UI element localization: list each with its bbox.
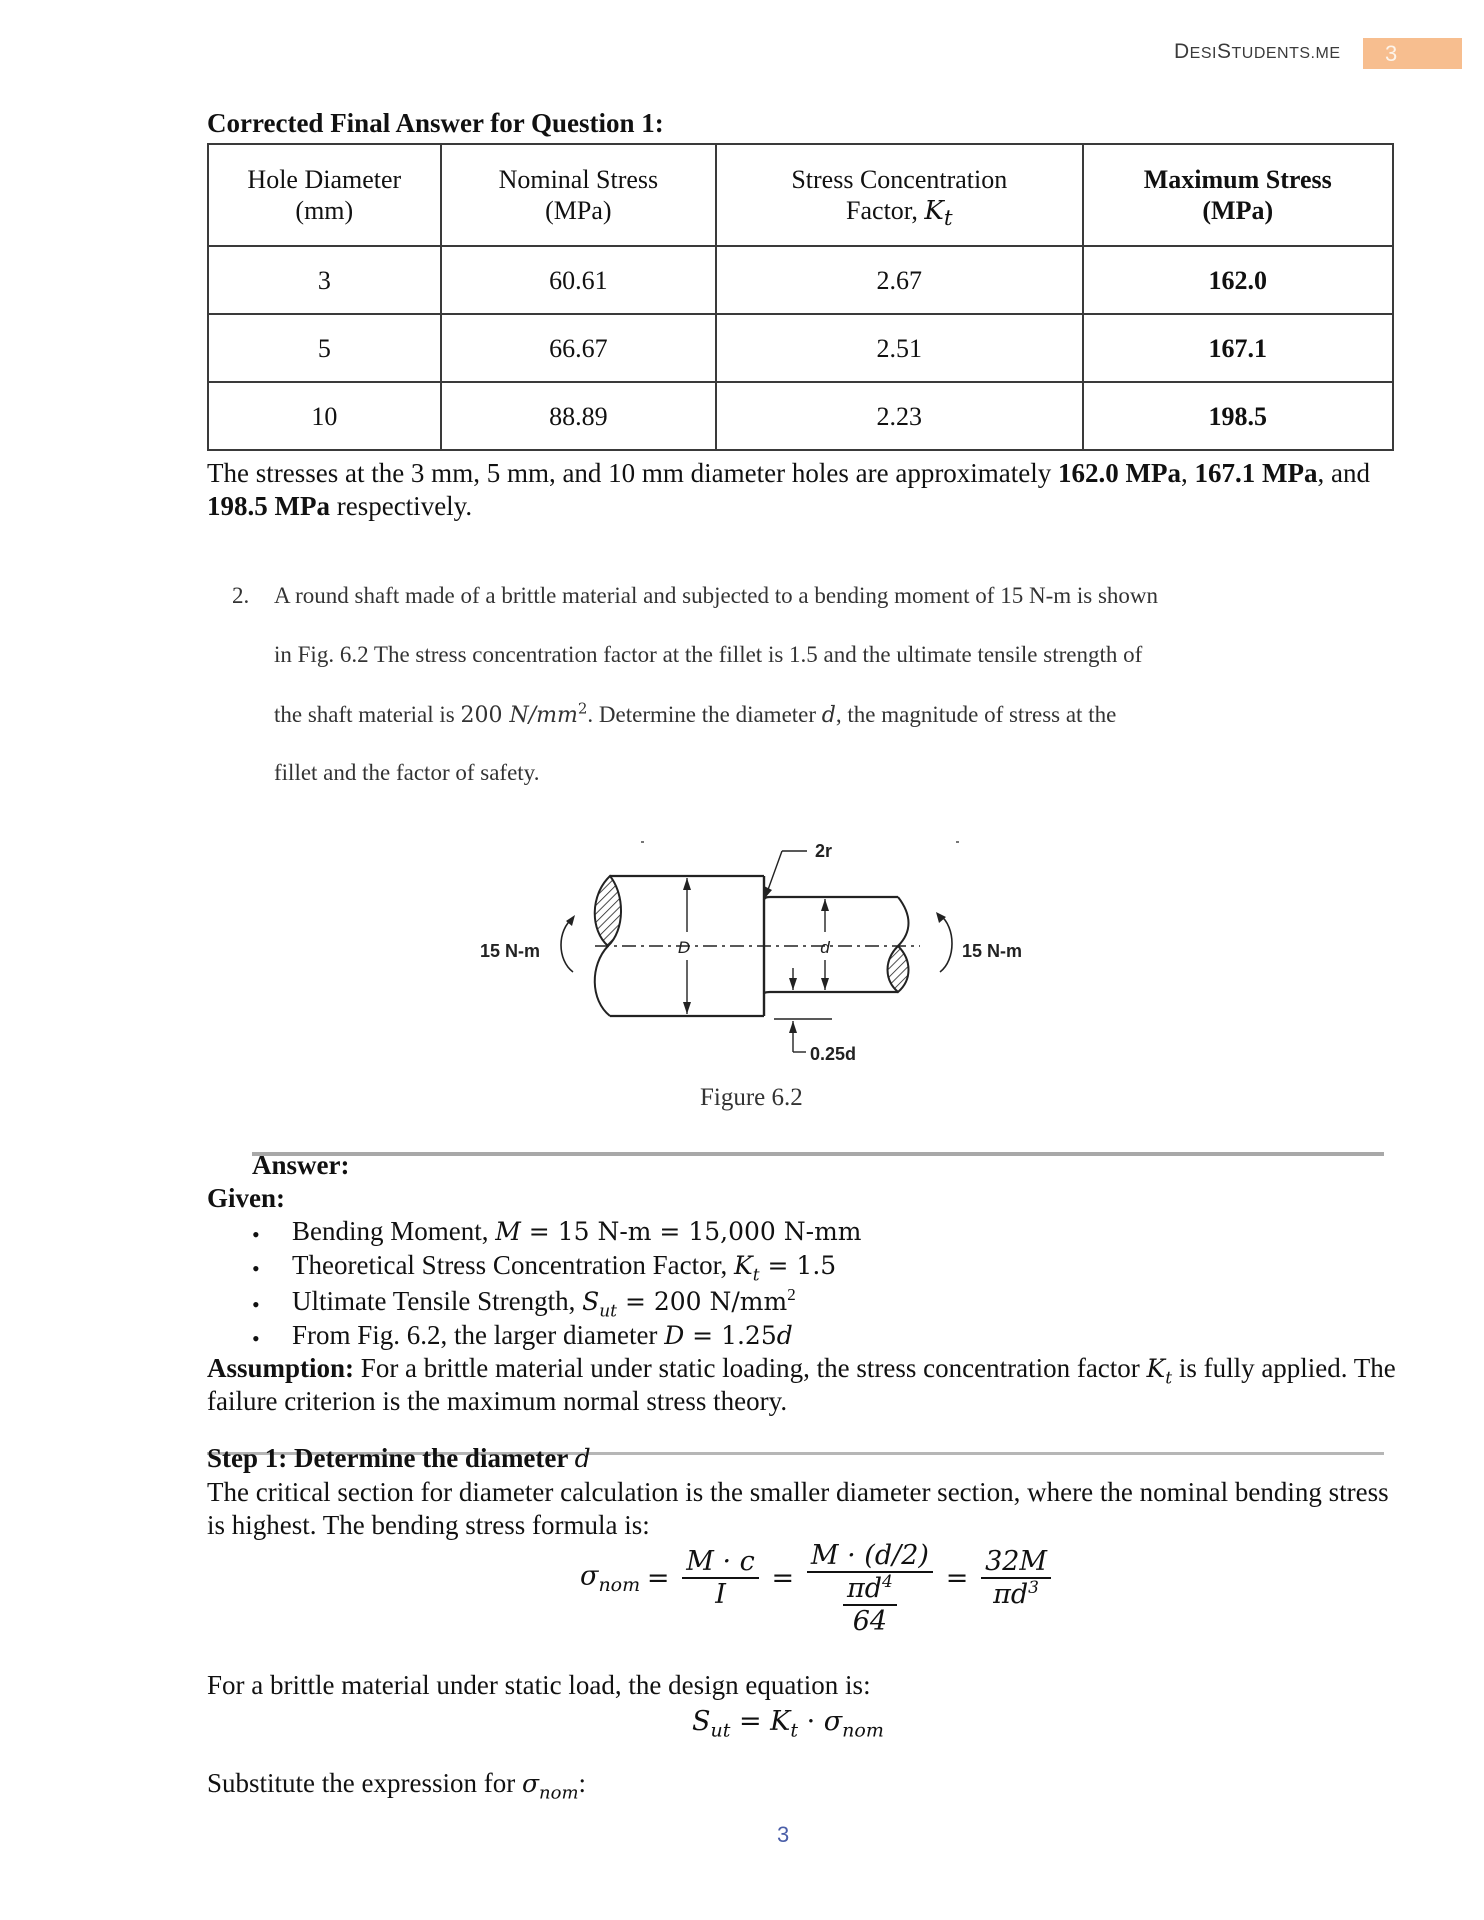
given-item: [292, 1216, 861, 1247]
summary-value: 198.5 MPa: [207, 491, 330, 521]
cell-max-stress: 167.1: [1083, 314, 1394, 382]
question2-text: . Determine the diameter: [587, 702, 822, 727]
eq-dot: ·: [797, 1706, 824, 1737]
summary-text: ,: [1181, 458, 1195, 488]
fraction-mc-over-i: [682, 1546, 759, 1610]
given-text: Theoretical Stress Concentration Factor,: [292, 1250, 735, 1280]
given-label: Given:: [207, 1183, 285, 1213]
results-table: [207, 143, 1394, 451]
assumption-symbol: K: [1146, 1354, 1166, 1383]
substitute-subscript: nom: [539, 1782, 579, 1804]
given-symbol: D: [664, 1321, 685, 1350]
header-hole-diameter: [208, 144, 441, 246]
given-symbol: d: [776, 1321, 793, 1350]
question2-line: fillet and the factor of safety.: [274, 760, 540, 785]
summary-text: , and: [1317, 458, 1370, 488]
fraction-md2-over-i: [807, 1540, 933, 1637]
question2-number: 2.: [232, 583, 250, 608]
given-value: = 15 N-m = 15,000 N-mm: [520, 1217, 862, 1246]
summary-value: 167.1 MPa: [1194, 458, 1318, 488]
bullet-icon: •: [252, 1326, 260, 1351]
eq-equals: =: [945, 1562, 969, 1594]
question2-text: the shaft material is: [274, 702, 461, 727]
frac-inner-exponent: 4: [882, 1572, 893, 1592]
step1-paragraph: The critical section for diameter calculation is the smaller diameter section, where the nominal bending stress is highest. The bending stress formula is:: [207, 1477, 1389, 1540]
header-text: (mm): [295, 196, 354, 225]
table-row: [208, 314, 1393, 382]
question2-line: [274, 699, 1117, 728]
label-fillet-size: 0.25d: [810, 1044, 857, 1064]
given-subscript: t: [752, 1265, 760, 1286]
frac-denominator: [807, 1573, 933, 1637]
given-item: [292, 1320, 793, 1351]
header-text: Hole Diameter: [247, 165, 402, 194]
cell-nominal-stress: 66.67: [441, 314, 716, 382]
header-text: Stress Concentration: [791, 164, 1008, 194]
summary-text: respectively.: [329, 491, 473, 521]
eq-sigma-sub: nom: [598, 1573, 641, 1596]
eq-sigma: σ: [823, 1706, 843, 1737]
cell-nominal-stress: 88.89: [441, 382, 716, 450]
header-text: (MPa): [1202, 196, 1274, 225]
assumption-text: is fully applied. The failure criterion is the maximum normal stress theory.: [207, 1353, 1396, 1416]
header-text: (MPa): [545, 196, 612, 225]
site-name-text: S: [1216, 40, 1232, 63]
label-d: d: [820, 938, 830, 957]
site-name-text: ESI: [1189, 45, 1217, 62]
cell-hole-diameter: 10: [208, 382, 441, 450]
table-row: [208, 382, 1393, 450]
eq-equals: =: [771, 1562, 795, 1594]
site-name-text: TUDENTS.ME: [1231, 45, 1341, 62]
summary-text: The stresses at the 3 mm, 5 mm, and 10 mm diameter holes are approximately: [207, 458, 1059, 488]
site-name-text: D: [1174, 40, 1190, 63]
given-item: [292, 1285, 796, 1322]
step1-heading: [207, 1443, 591, 1474]
given-exponent: 2: [787, 1285, 796, 1304]
given-text: Bending Moment,: [292, 1216, 496, 1246]
question2-value: 200: [460, 703, 510, 728]
frac-numerator: M · (d/2): [807, 1540, 933, 1573]
kt-subscript: t: [943, 205, 953, 231]
given-value: = 1.5: [759, 1251, 837, 1280]
stepped-shaft-diagram: [460, 820, 1060, 1080]
header-kt: [716, 144, 1082, 246]
cell-hole-diameter: 5: [208, 314, 441, 382]
assumption-text: For a brittle material under static loading, the stress concentration factor: [354, 1353, 1147, 1383]
eq-k: K: [770, 1706, 791, 1737]
question2-line: A round shaft made of a brittle material and subjected to a bending moment of 15 N-m is shown: [274, 583, 1159, 608]
question1-heading: Corrected Final Answer for Question 1:: [207, 108, 664, 138]
bullet-icon: •: [252, 1222, 260, 1247]
eq-equals: =: [730, 1706, 771, 1737]
given-value: = 1.25: [684, 1321, 777, 1350]
frac-numerator: 32M: [981, 1546, 1051, 1579]
divider: [252, 1152, 1384, 1156]
summary-value: 162.0 MPa: [1058, 458, 1182, 488]
given-symbol: K: [734, 1251, 753, 1280]
eq-sigma: σ: [580, 1560, 599, 1592]
label-D: D: [677, 938, 691, 957]
label-right-moment: 15 N-m: [962, 941, 1023, 961]
answer-label: Answer:: [252, 1150, 350, 1180]
eq-k-sub: t: [790, 1719, 798, 1742]
eq-s: S: [692, 1706, 711, 1737]
substitute-label: Substitute the expression for: [207, 1768, 522, 1798]
assumption-paragraph: [207, 1352, 1397, 1418]
frac-denominator: [981, 1579, 1051, 1610]
cell-kt: 2.51: [716, 314, 1082, 382]
header-nominal-stress: [441, 144, 716, 246]
label-2r: 2r: [815, 841, 833, 861]
cell-hole-diameter: 3: [208, 246, 441, 314]
cell-kt: 2.67: [716, 246, 1082, 314]
given-symbol: M: [495, 1217, 521, 1246]
frac-numerator: M · c: [682, 1546, 759, 1579]
question2-text: , the magnitude of stress at the: [835, 702, 1117, 727]
frac-denominator-exponent: 3: [1028, 1578, 1039, 1599]
header-text: Maximum Stress: [1143, 165, 1332, 194]
fraction-32m-over-pid3: [981, 1546, 1051, 1610]
frac-denominator-base: πd: [993, 1579, 1029, 1611]
figure-caption: Figure 6.2: [700, 1084, 803, 1111]
table-row: [208, 246, 1393, 314]
given-text: Ultimate Tensile Strength,: [292, 1286, 583, 1316]
substitute-symbol: σ: [521, 1769, 540, 1798]
site-name: [1174, 40, 1340, 64]
kt-symbol: K: [924, 195, 944, 226]
frac-denominator: I: [715, 1579, 726, 1611]
frac-inner-denominator: 64: [852, 1606, 888, 1637]
cell-max-stress: 198.5: [1083, 382, 1394, 450]
question2-unit: N/mm: [509, 703, 578, 728]
shaft-figure: [460, 820, 1060, 1080]
eq-equals: =: [646, 1562, 670, 1594]
design-equation-intro: For a brittle material under static load, the design equation is:: [207, 1670, 871, 1700]
step1-heading-text: Step 1: Determine the diameter: [207, 1443, 575, 1473]
assumption-subscript: t: [1165, 1368, 1173, 1389]
substitute-text: [207, 1768, 587, 1804]
design-equation: [692, 1706, 884, 1742]
question2-exponent: 2: [577, 699, 588, 718]
label-left-moment: 15 N-m: [480, 941, 541, 961]
bending-stress-equation: [580, 1540, 1057, 1637]
table-header-row: [208, 144, 1393, 246]
given-text: From Fig. 6.2, the larger diameter: [292, 1320, 665, 1350]
header-text: Nominal Stress: [498, 165, 659, 194]
step1-var: d: [574, 1444, 591, 1473]
given-item: [292, 1250, 837, 1286]
cell-kt: 2.23: [716, 382, 1082, 450]
bullet-icon: •: [252, 1292, 260, 1317]
header-text: Factor,: [846, 195, 925, 225]
substitute-colon: :: [578, 1768, 587, 1798]
header-max-stress: [1083, 144, 1394, 246]
given-symbol: S: [582, 1287, 600, 1316]
frac-inner-numerator: πd: [846, 1573, 883, 1604]
bullet-icon: •: [252, 1256, 260, 1281]
question2-var: d: [821, 703, 836, 728]
given-value: = 200 N/mm: [617, 1287, 788, 1316]
footer-page-number: 3: [777, 1822, 790, 1847]
question2-line: in Fig. 6.2 The stress concentration factor at the fillet is 1.5 and the ultimate tensile strength of: [274, 642, 1143, 667]
assumption-label: Assumption:: [207, 1353, 355, 1383]
given-subscript: ut: [599, 1301, 617, 1322]
cell-max-stress: 162.0: [1083, 246, 1394, 314]
page-number-badge: 3: [1363, 38, 1462, 69]
eq-s-sub: ut: [710, 1719, 731, 1742]
question1-summary: [207, 457, 1397, 523]
cell-nominal-stress: 60.61: [441, 246, 716, 314]
eq-sigma-sub: nom: [842, 1719, 884, 1742]
